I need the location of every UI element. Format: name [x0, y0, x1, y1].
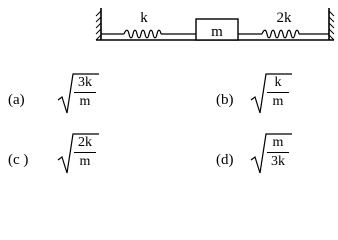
right-wall — [329, 8, 334, 40]
fraction-bar — [267, 92, 289, 93]
option-a-label: (a) — [8, 92, 25, 108]
option-b-label: (b) — [216, 92, 234, 108]
option-c-denominator: m — [79, 154, 91, 169]
option-a-numerator: 3k — [78, 75, 92, 90]
left-spring — [101, 30, 196, 38]
right-spring — [238, 30, 329, 38]
left-spring-label: k — [140, 10, 148, 26]
option-b-denominator: m — [272, 94, 284, 109]
left-wall — [96, 8, 101, 40]
option-c-numerator: 2k — [78, 135, 92, 150]
right-spring-label: 2k — [276, 10, 292, 26]
option-d-numerator: m — [272, 135, 284, 150]
fraction-bar — [74, 152, 96, 153]
option-c-label: (c ) — [8, 152, 29, 168]
fraction-bar — [74, 92, 96, 93]
option-b-numerator: k — [274, 75, 282, 90]
mass-label: m — [211, 24, 223, 40]
fraction-bar — [267, 152, 289, 153]
option-d-denominator: 3k — [271, 154, 285, 169]
option-d-label: (d) — [216, 152, 234, 168]
spring-mass-diagram — [0, 0, 338, 60]
option-a-denominator: m — [79, 94, 91, 109]
